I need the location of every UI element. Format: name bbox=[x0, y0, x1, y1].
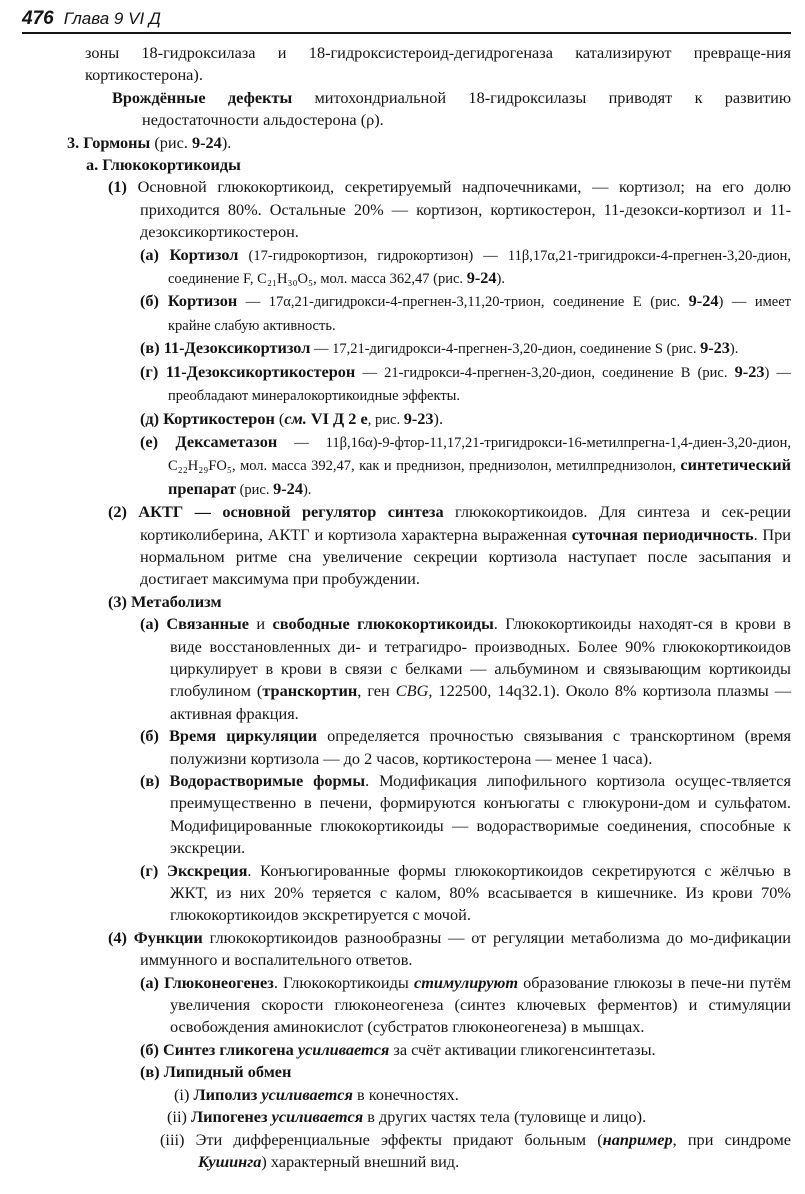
paragraph bbox=[174, 1084, 791, 1106]
text-run: усиливается bbox=[271, 1107, 364, 1127]
text-run: суточная периодичность bbox=[571, 524, 754, 544]
text-run: 9-24 bbox=[191, 132, 222, 152]
text-run: транскортин bbox=[262, 681, 358, 701]
paragraph bbox=[112, 87, 791, 132]
text-run: ) — имеет крайне слабую активность. bbox=[168, 294, 791, 334]
text-run: в конечностях. bbox=[352, 1084, 459, 1104]
text-run: . При нормальном ритме сна увеличение секреции кортизола наступает после засыпания и достигает максимума при пробуждении. bbox=[140, 524, 791, 589]
text-run: (1) bbox=[108, 177, 138, 197]
text-run: ). bbox=[221, 132, 232, 152]
paragraph bbox=[140, 770, 791, 860]
paragraph bbox=[140, 361, 791, 408]
text-run: Липогенез bbox=[190, 1107, 268, 1127]
paragraph bbox=[167, 1106, 791, 1128]
page-body bbox=[22, 42, 791, 1173]
text-run: (б) Кортизон bbox=[140, 291, 238, 311]
text-run: 9-23 bbox=[734, 361, 765, 381]
text-run: например bbox=[602, 1129, 673, 1149]
text-run: , ген bbox=[357, 681, 396, 701]
text-run: Эти дифференциальные эффекты придают больным ( bbox=[195, 1129, 603, 1149]
paragraph bbox=[108, 176, 791, 243]
text-run: (г) Экскреция bbox=[140, 860, 248, 880]
text-run: 9-24 bbox=[466, 268, 497, 288]
text-run: , 122500, 14q32.1). Около 8% кортизола плазмы — активная фракция. bbox=[170, 681, 792, 723]
text-run: см. bbox=[284, 408, 307, 428]
running-header bbox=[22, 8, 791, 34]
text-run: зоны 18-гидроксилаза и 18-гидроксистероид-дегидрогеназа катализируют превраще-ния кортикостерона). bbox=[85, 43, 791, 85]
text-run: усиливается bbox=[297, 1039, 390, 1059]
text-run: определяется прочностью связывания с транскортином (время полужизни кортизола — до 2 часов, кортикостерона — менее 1 часа). bbox=[170, 726, 791, 768]
text-run: — 21-гидрокси-4-прегнен-3,20-дион, соединение B (рис. bbox=[355, 364, 735, 381]
text-run: Липолиз bbox=[193, 1084, 258, 1104]
text-run: (iii) bbox=[160, 1129, 196, 1149]
text-run: (в) Водорастворимые формы bbox=[140, 771, 366, 790]
text-run: и bbox=[248, 614, 273, 634]
text-run: (в) Липидный обмен bbox=[140, 1062, 292, 1082]
paragraph bbox=[108, 927, 791, 972]
text-run: (рис. bbox=[150, 132, 192, 152]
text-run: глюкокортикоидов. Для синтеза и сек-реции кортиколиберина, АКТГ и кортизола характерна выраженная bbox=[140, 502, 791, 544]
text-run: Основной глюкокортикоид, секретируемый надпочечниками, — кортизол; на его долю приходится 80%. Остальные 20% — кортизон, кортикостерон, 11-дезокси-кортизол и 11-дезоксикортикостерон. bbox=[137, 177, 791, 242]
text-run: за счёт активации гликогенсинтетазы. bbox=[389, 1039, 656, 1059]
paragraph bbox=[67, 132, 791, 154]
text-run: (б) Время циркуляции bbox=[140, 726, 317, 746]
text-run: Врождённые дефекты bbox=[112, 87, 293, 107]
text-run: ) — преобладают минералокортикоидные эффекты. bbox=[168, 364, 791, 405]
text-run: . Глюкокортикоиды находят-ся в крови в виде восстановленных ди- и тетрагидро- производных. Более 90% глюкокортикоидов циркулирует в крови в связи с белками — альбумином и связывающим кортикоиды глобулином ( bbox=[170, 614, 791, 701]
text-run: образование глюкозы в пече-ни путём увеличения скорости глюконеогенеза (синтез ключевых ферментов) и стимуляции освобождения аминокислот (субстратов глюконеогенеза) в мышцах. bbox=[170, 972, 791, 1037]
text-run: — 11β,16α)-9-фтор-11,17,21-тригидрокси-16-метилпрегна-1,4-диен-3,20-дион, C₂₂H₂₉FO₅, мол. масса 392,47, как и преднизон, преднизолон, метилпреднизолон, bbox=[168, 434, 791, 475]
text-run: синтетический препарат bbox=[168, 455, 791, 498]
text-run: (а) Кортизол bbox=[140, 244, 239, 264]
text-run: 3. Гормоны bbox=[67, 132, 151, 152]
text-run: (е) Дексаметазон bbox=[140, 431, 278, 451]
paragraph bbox=[160, 1129, 792, 1174]
text-run: ). bbox=[302, 481, 312, 498]
text-run: . Модификация липофильного кортизола осущес-твляется преимущественно в печени, формируются конъюгаты с глюкурони-дом и сульфатом. Модифицированные глюкокортикоиды — водорастворимые соединения, способные к экскреции. bbox=[170, 771, 791, 858]
text-run: 9-24 bbox=[273, 478, 303, 498]
text-run: Кушинга bbox=[198, 1151, 262, 1171]
text-run: ). bbox=[433, 408, 444, 428]
text-run: а. Глюкокортикоиды bbox=[86, 155, 241, 175]
text-run: свободные глюкокортикоиды bbox=[272, 614, 494, 634]
text-run: . Глюкокортикоиды bbox=[273, 972, 414, 992]
text-run: , рис. bbox=[367, 411, 404, 428]
text-run: (а) Связанные bbox=[140, 614, 249, 634]
paragraph bbox=[140, 244, 791, 291]
text-run: (3) Метаболизм bbox=[108, 591, 222, 611]
paragraph bbox=[140, 613, 792, 725]
text-run: (д) Кортикостерон bbox=[140, 408, 275, 428]
paragraph bbox=[85, 42, 791, 87]
text-run: (б) Синтез гликогена bbox=[140, 1039, 294, 1059]
text-run: (2) АКТГ — основной регулятор синтеза bbox=[108, 502, 444, 522]
paragraph bbox=[108, 501, 791, 591]
paragraph bbox=[140, 290, 791, 337]
running-title: Глава 9 VI Д bbox=[63, 9, 161, 28]
text-run: митохондриальной 18-гидроксилазы приводят к развитию недостаточности альдостерона (ρ). bbox=[142, 87, 791, 130]
text-run: (а) Глюконеогенез bbox=[140, 972, 274, 992]
text-run: 9-23 bbox=[403, 408, 434, 428]
text-run: 9-24 bbox=[688, 291, 719, 311]
text-run: (4) Функции bbox=[108, 927, 203, 947]
paragraph bbox=[86, 154, 791, 176]
text-run: стимулируют bbox=[414, 972, 518, 992]
text-run: — 17,21-дигидрокси-4-прегнен-3,20-дион, соединение S (рис. bbox=[310, 341, 701, 358]
text-run: VI Д 2 е bbox=[306, 408, 368, 428]
text-run: (i) bbox=[174, 1084, 194, 1104]
text-run: ). bbox=[496, 271, 505, 288]
text-run: в других частях тела (туловище и лицо). bbox=[363, 1107, 647, 1127]
paragraph bbox=[140, 1039, 791, 1061]
text-run: (в) 11-Дезоксикортизол bbox=[140, 338, 311, 358]
page-number: 476 bbox=[22, 8, 54, 29]
text-run: усиливается bbox=[261, 1084, 353, 1104]
text-run: 9-23 bbox=[700, 338, 730, 358]
paragraph bbox=[108, 591, 791, 613]
paragraph bbox=[140, 431, 791, 501]
text-run: ). bbox=[729, 341, 739, 358]
text-run: глюкокортикоидов разнообразны — от регуляции метаболизма до мо-дификации иммунного и воспалительного ответов. bbox=[140, 927, 791, 970]
paragraph bbox=[140, 1061, 791, 1083]
text-run: CBG bbox=[395, 681, 429, 701]
text-run: (ii) bbox=[167, 1107, 191, 1127]
text-run: ) характерный внешний вид. bbox=[261, 1151, 460, 1171]
text-run: (17-гидрокортизон, гидрокортизон) — 11β,17α,21-тригидрокси-4-прегнен-3,20-дион, соединение F, C₂₁H₃₀O₅, мол. масса 362,47 (рис. bbox=[168, 247, 791, 288]
text-run: , при синдроме bbox=[672, 1129, 792, 1149]
text-run: (г) 11-Дезоксикортикостерон bbox=[140, 361, 356, 381]
paragraph bbox=[140, 725, 791, 770]
text-run: ( bbox=[274, 408, 285, 428]
paragraph bbox=[140, 860, 791, 927]
paragraph bbox=[140, 337, 791, 360]
text-run: . Конъюгированные формы глюкокортикоидов секретируются с жёлчью в ЖКТ, из них 20% теряется с калом, 80% всасывается в кишечнике. Из крови 70% глюкокортикоидов экскретируется с мочой. bbox=[170, 860, 791, 925]
paragraph bbox=[140, 972, 791, 1039]
text-run: (рис. bbox=[235, 481, 274, 498]
text-run: — 17α,21-дигидрокси-4-прегнен-3,11,20-трион, соединение E (рис. bbox=[237, 294, 689, 311]
paragraph bbox=[140, 408, 791, 431]
